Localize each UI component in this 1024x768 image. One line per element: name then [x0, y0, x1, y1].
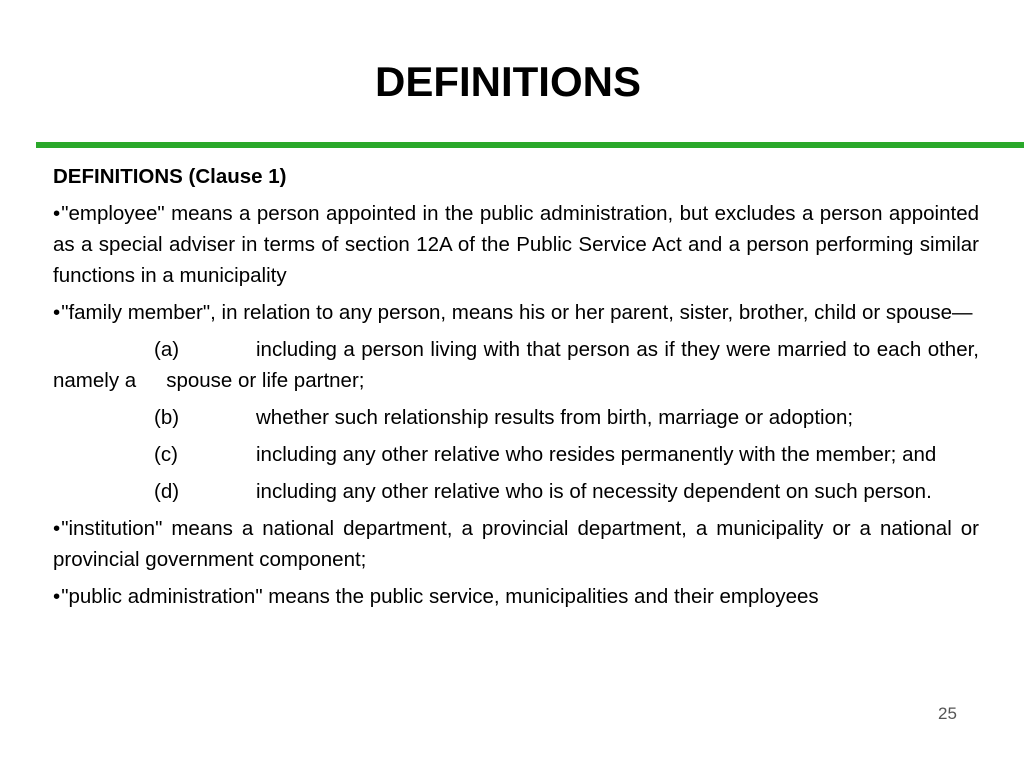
sub-item-text: including any other relative who resides permanently with the member; and	[256, 443, 937, 466]
sub-item-d	[53, 476, 979, 507]
definition-text: "public administration" means the public service, municipalities and their employees	[61, 585, 819, 608]
bullet-icon: •	[53, 301, 61, 324]
definition-family-member	[53, 297, 979, 328]
bullet-icon: •	[53, 585, 61, 608]
sub-item-label: (d)	[154, 480, 180, 503]
title-divider	[36, 142, 1024, 148]
sub-item-text: including any other relative who is of necessity dependent on such person.	[256, 480, 932, 503]
slide-content	[53, 161, 979, 618]
definition-public-administration	[53, 581, 979, 612]
sub-item-label: (b)	[154, 406, 180, 429]
definition-institution	[53, 513, 979, 575]
sub-item-b	[53, 402, 979, 433]
bullet-icon: •	[53, 202, 61, 225]
definition-text: "institution" means a national department, a provincial department, a municipality or a national or provincial government component;	[53, 517, 979, 571]
definition-text: "family member", in relation to any person, means his or her parent, sister, brother, child or spouse—	[61, 301, 973, 324]
bullet-icon: •	[53, 517, 61, 540]
sub-item-label: (a)	[154, 338, 180, 361]
sub-item-text-continued: spouse or life partner;	[166, 369, 365, 392]
sub-item-text: including a person living with that person as if they were married to each other, namely a	[53, 338, 979, 392]
section-subheading: DEFINITIONS (Clause 1)	[53, 165, 287, 188]
sub-item-label: (c)	[154, 443, 178, 466]
slide-title: DEFINITIONS	[374, 58, 641, 105]
sub-item-a	[53, 334, 979, 396]
definition-text: "employee" means a person appointed in the public administration, but excludes a person appointed as a special adviser in terms of section 12A of the Public Service Act and a person performing similar functions in a municipality	[53, 202, 979, 287]
definition-employee	[53, 198, 979, 291]
sub-item-c	[53, 439, 979, 470]
sub-item-text: whether such relationship results from birth, marriage or adoption;	[256, 406, 854, 429]
page-number: 25	[938, 704, 957, 723]
